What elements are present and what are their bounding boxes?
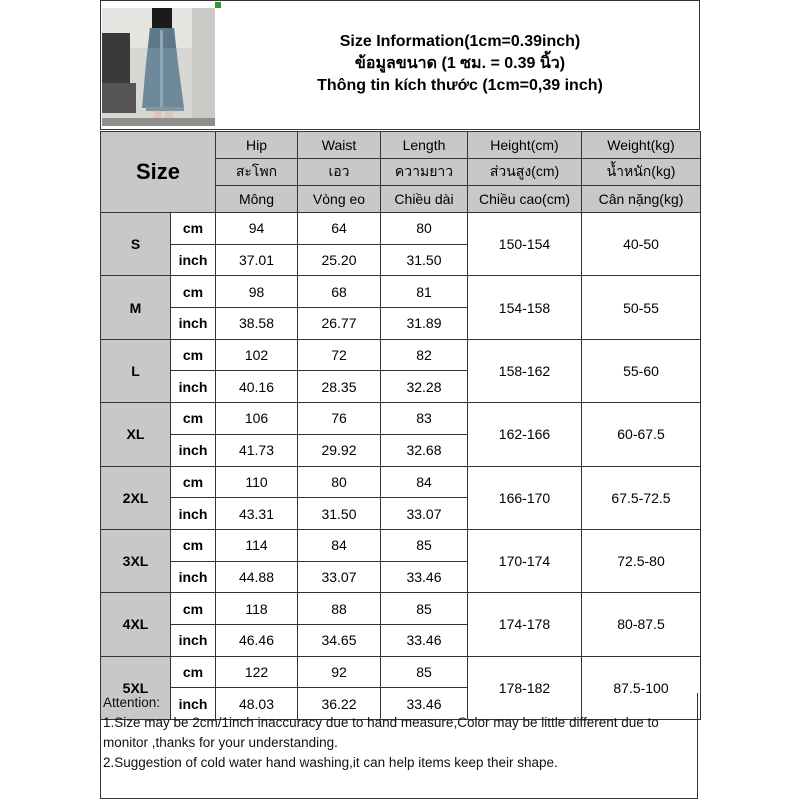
size-label: XL [101, 403, 171, 466]
size-label: L [101, 339, 171, 402]
size-row [101, 656, 701, 688]
length-cm-value: 84 [381, 466, 468, 498]
product-photo [102, 8, 215, 126]
title-line-vi: Thông tin kích thước (1cm=0,39 inch) [317, 77, 603, 94]
weight-range: 72.5-80 [582, 529, 701, 592]
size-row [101, 213, 701, 245]
col-waist-th: เอว [298, 159, 381, 186]
waist-inch-value: 34.65 [298, 624, 381, 656]
hip-inch-value: 48.03 [216, 688, 298, 720]
length-inch-value: 33.07 [381, 498, 468, 530]
size-table [100, 131, 701, 720]
weight-range: 60-67.5 [582, 403, 701, 466]
length-cm-value: 85 [381, 529, 468, 561]
waist-cm-value: 84 [298, 529, 381, 561]
unit-cm: cm [171, 466, 216, 498]
size-label: 2XL [101, 466, 171, 529]
waist-inch-value: 29.92 [298, 434, 381, 466]
attention-notes [100, 693, 698, 799]
product-photo-illustration [102, 8, 215, 126]
weight-range: 67.5-72.5 [582, 466, 701, 529]
hip-inch-value: 43.31 [216, 498, 298, 530]
length-cm-value: 80 [381, 213, 468, 245]
unit-cm: cm [171, 656, 216, 688]
size-label: 5XL [101, 656, 171, 719]
col-height-vi: Chiều cao(cm) [468, 186, 582, 213]
size-column-header: Size [101, 132, 216, 213]
hip-cm-value: 106 [216, 403, 298, 435]
waist-cm-value: 80 [298, 466, 381, 498]
length-inch-value: 33.46 [381, 561, 468, 593]
size-row [101, 529, 701, 561]
length-inch-value: 31.89 [381, 308, 468, 340]
unit-inch: inch [171, 244, 216, 276]
col-length-en: Length [381, 132, 468, 159]
title-line-th: ข้อมูลขนาด (1 ซม. = 0.39 นิ้ว) [354, 55, 566, 72]
col-height-th: ส่วนสูง(cm) [468, 159, 582, 186]
weight-range: 80-87.5 [582, 593, 701, 656]
hip-inch-value: 46.46 [216, 624, 298, 656]
unit-inch: inch [171, 561, 216, 593]
height-range: 158-162 [468, 339, 582, 402]
hip-cm-value: 122 [216, 656, 298, 688]
col-waist-vi: Vòng eo [298, 186, 381, 213]
size-row [101, 466, 701, 498]
unit-inch: inch [171, 624, 216, 656]
length-inch-value: 31.50 [381, 244, 468, 276]
hip-inch-value: 37.01 [216, 244, 298, 276]
hip-inch-value: 44.88 [216, 561, 298, 593]
size-chart [100, 0, 700, 800]
col-weight-en: Weight(kg) [582, 132, 701, 159]
waist-inch-value: 28.35 [298, 371, 381, 403]
unit-cm: cm [171, 276, 216, 308]
size-label: S [101, 213, 171, 276]
unit-inch: inch [171, 498, 216, 530]
waist-cm-value: 64 [298, 213, 381, 245]
length-inch-value: 33.46 [381, 688, 468, 720]
height-range: 150-154 [468, 213, 582, 276]
waist-inch-value: 26.77 [298, 308, 381, 340]
waist-cm-value: 72 [298, 339, 381, 371]
waist-cm-value: 76 [298, 403, 381, 435]
length-cm-value: 82 [381, 339, 468, 371]
col-hip-th: สะโพก [216, 159, 298, 186]
col-height-en: Height(cm) [468, 132, 582, 159]
size-chart-header [100, 0, 700, 130]
length-inch-value: 33.46 [381, 624, 468, 656]
height-range: 154-158 [468, 276, 582, 339]
hip-inch-value: 38.58 [216, 308, 298, 340]
unit-cm: cm [171, 593, 216, 625]
hip-cm-value: 98 [216, 276, 298, 308]
size-row [101, 339, 701, 371]
unit-inch: inch [171, 688, 216, 720]
unit-inch: inch [171, 434, 216, 466]
length-cm-value: 85 [381, 593, 468, 625]
weight-range: 50-55 [582, 276, 701, 339]
waist-cm-value: 68 [298, 276, 381, 308]
waist-cm-value: 92 [298, 656, 381, 688]
height-range: 170-174 [468, 529, 582, 592]
waist-cm-value: 88 [298, 593, 381, 625]
corner-accent [215, 2, 221, 8]
col-length-vi: Chiều dài [381, 186, 468, 213]
hip-inch-value: 40.16 [216, 371, 298, 403]
unit-cm: cm [171, 213, 216, 245]
col-weight-vi: Cân nặng(kg) [582, 186, 701, 213]
waist-inch-value: 36.22 [298, 688, 381, 720]
hip-inch-value: 41.73 [216, 434, 298, 466]
hip-cm-value: 94 [216, 213, 298, 245]
hip-cm-value: 118 [216, 593, 298, 625]
unit-inch: inch [171, 371, 216, 403]
note-item: 2.Suggestion of cold water hand washing,it can help items keep their shape. [103, 755, 558, 770]
length-inch-value: 32.68 [381, 434, 468, 466]
col-length-th: ความยาว [381, 159, 468, 186]
length-cm-value: 83 [381, 403, 468, 435]
hip-cm-value: 114 [216, 529, 298, 561]
length-cm-value: 81 [381, 276, 468, 308]
col-waist-en: Waist [298, 132, 381, 159]
notes-heading: Attention: [103, 695, 161, 710]
waist-inch-value: 25.20 [298, 244, 381, 276]
note-item: 1.Size may be 2cm/1inch inaccuracy due to hand measure,Color may be little different due to monitor ,thanks for your understanding. [103, 715, 659, 750]
length-inch-value: 32.28 [381, 371, 468, 403]
size-label: 4XL [101, 593, 171, 656]
unit-inch: inch [171, 308, 216, 340]
unit-cm: cm [171, 529, 216, 561]
size-row [101, 403, 701, 435]
size-label: M [101, 276, 171, 339]
weight-range: 55-60 [582, 339, 701, 402]
unit-cm: cm [171, 339, 216, 371]
hip-cm-value: 102 [216, 339, 298, 371]
unit-cm: cm [171, 403, 216, 435]
size-label: 3XL [101, 529, 171, 592]
weight-range: 87.5-100 [582, 656, 701, 719]
col-hip-en: Hip [216, 132, 298, 159]
waist-inch-value: 31.50 [298, 498, 381, 530]
height-range: 178-182 [468, 656, 582, 719]
height-range: 166-170 [468, 466, 582, 529]
weight-range: 40-50 [582, 213, 701, 276]
height-range: 162-166 [468, 403, 582, 466]
height-range: 174-178 [468, 593, 582, 656]
title-line-en: Size Information(1cm=0.39inch) [339, 33, 581, 50]
hip-cm-value: 110 [216, 466, 298, 498]
length-cm-value: 85 [381, 656, 468, 688]
col-hip-vi: Mông [216, 186, 298, 213]
size-row [101, 276, 701, 308]
size-row [101, 593, 701, 625]
col-weight-th: น้ำหนัก(kg) [582, 159, 701, 186]
waist-inch-value: 33.07 [298, 561, 381, 593]
size-info-title [221, 31, 699, 97]
